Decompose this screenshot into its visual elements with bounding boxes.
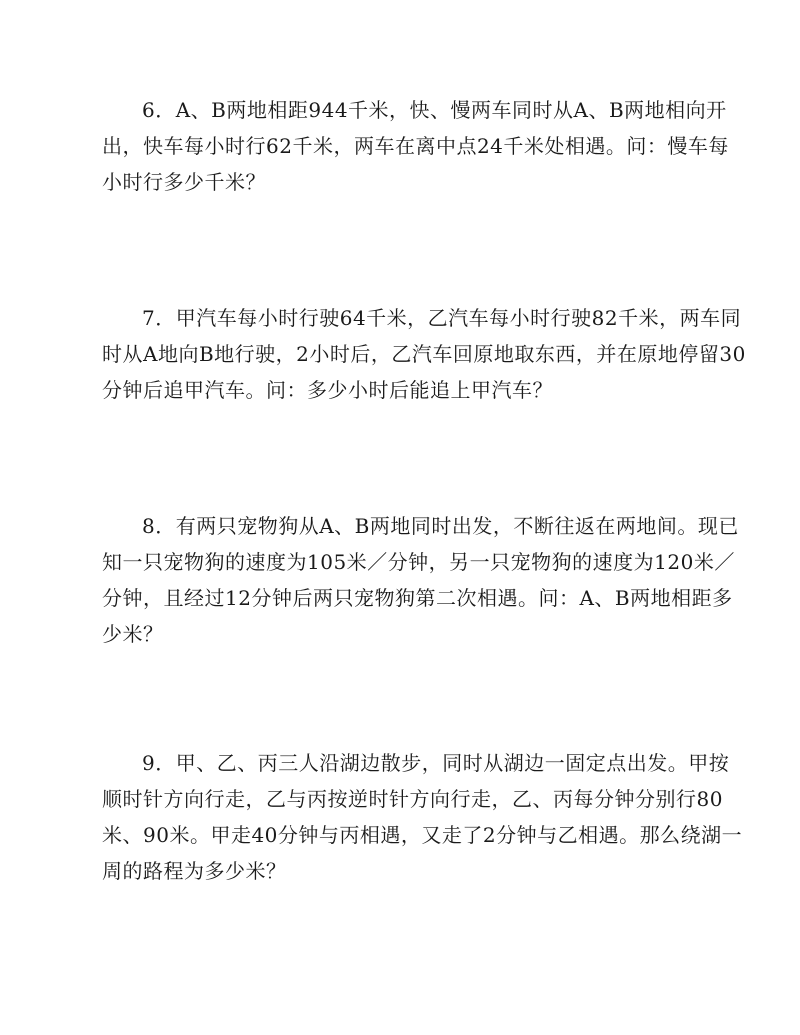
- problem-6-line-2: 出，快车每小时行62千米，两车在离中点24千米处相遇。问：慢车每: [102, 134, 729, 158]
- problem-9-line-4: 周的路程为多少米？: [102, 859, 287, 883]
- problem-8-line-3: 分钟，且经过12分钟后两只宠物狗第二次相遇。问：A、B两地相距多: [102, 586, 733, 610]
- problem-8-line-4: 少米？: [102, 622, 164, 646]
- problem-7: [102, 300, 746, 408]
- problem-9-line-3: 米、90米。甲走40分钟与丙相遇，又走了2分钟与乙相遇。那么绕湖一: [102, 823, 743, 847]
- problem-6-line-3: 小时行多少千米？: [102, 170, 266, 194]
- problem-6-line-1: 6．A、B两地相距944千米，快、慢两车同时从A、B两地相向开: [142, 98, 727, 122]
- problem-9-line-1: 9．甲、乙、丙三人沿湖边散步，同时从湖边一固定点出发。甲按: [142, 751, 730, 775]
- problem-7-line-3: 分钟后追甲汽车。问：多少小时后能追上甲汽车？: [102, 378, 553, 402]
- problem-7-line-2: 时从A地向B地行驶，2小时后，乙汽车回原地取东西，并在原地停留30: [102, 342, 746, 366]
- problem-7-line-1: 7．甲汽车每小时行驶64千米，乙汽车每小时行驶82千米，两车同: [142, 306, 742, 330]
- problem-8-line-2: 知一只宠物狗的速度为105米／分钟，另一只宠物狗的速度为120米／: [102, 550, 735, 574]
- problem-9: [102, 745, 743, 889]
- problem-6: [102, 92, 729, 200]
- problem-8-line-1: 8．有两只宠物狗从A、B两地同时出发，不断往返在两地间。现已: [142, 514, 739, 538]
- problem-9-line-2: 顺时针方向行走，乙与丙按逆时针方向行走，乙、丙每分钟分别行80: [102, 787, 723, 811]
- problem-8: [102, 508, 739, 652]
